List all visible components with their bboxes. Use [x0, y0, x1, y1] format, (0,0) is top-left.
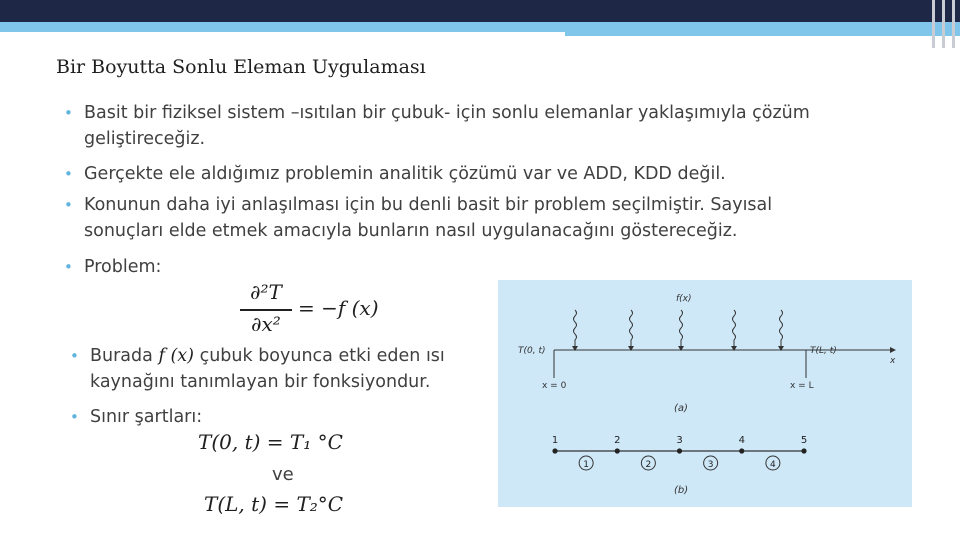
bullet-item: • Problem:: [84, 254, 161, 280]
element-label: 1: [583, 460, 589, 470]
node-label: 4: [738, 435, 745, 446]
equation-rhs: = −f (x): [298, 296, 379, 320]
fx-label: f(x): [676, 294, 692, 304]
right-boundary-label: T(L, t): [810, 346, 837, 356]
header-stripe: [565, 38, 775, 42]
corner-decoration: [928, 0, 960, 48]
slide-title: Bir Boyutta Sonlu Eleman Uygulaması: [56, 56, 426, 78]
mesh-node: [615, 448, 620, 453]
element-label: 4: [770, 460, 776, 470]
heat-arrows: [574, 310, 783, 348]
bullet-item: • Basit bir fiziksel sistem –ısıtılan bir çubuk- için sonlu elemanlar yaklaşımıyla çözüm geliştireceğiz.: [84, 100, 894, 152]
heat-arrow: [733, 310, 736, 348]
header-stripe: [0, 32, 565, 38]
fraction-bar: [240, 309, 292, 311]
boundary-condition-1: T(0, t) = T₁ °C: [198, 430, 343, 454]
heat-arrow: [574, 310, 577, 348]
node-label: 3: [676, 435, 683, 446]
mesh-node: [801, 448, 806, 453]
caption-b: (b): [674, 485, 689, 496]
header-stripe: [775, 40, 890, 43]
heat-arrow: [630, 310, 633, 348]
inline-math: f (x): [158, 346, 195, 366]
x-axis-label: x: [890, 356, 896, 366]
node-label: 2: [614, 435, 621, 446]
equation-numerator: ∂²T: [250, 280, 282, 304]
mesh-node: [677, 448, 682, 453]
bullet-item: • Gerçekte ele aldığımız problemin analitik çözümü var ve ADD, KDD değil.: [84, 161, 726, 187]
bullet-item: • Sınır şartları:: [90, 404, 202, 430]
boundary-condition-2: T(L, t) = T₂°C: [204, 492, 344, 516]
rod-diagram: [498, 280, 912, 507]
node-label: 5: [800, 435, 808, 446]
rod-figure: [498, 280, 912, 507]
mesh-node: [739, 448, 744, 453]
x0-label: x = 0: [542, 381, 567, 391]
heat-arrow: [680, 310, 683, 348]
bullet-item: • Konunun daha iyi anlaşılması için bu denli basit bir problem seçilmiştir. Sayısal sonuçları elde etmek amacıyla bunların nasıl uygulanacağını göstereceğiz.: [84, 192, 894, 244]
heat-arrow: [780, 310, 783, 348]
mesh-node: [552, 448, 557, 453]
left-boundary-label: T(0, t): [518, 346, 546, 356]
bullet-item: • Burada f (x) çubuk boyunca etki eden ısı kaynağını tanımlayan bir fonksiyondur.: [90, 343, 490, 395]
x-axis-arrow: [890, 347, 896, 353]
element-label: 3: [707, 460, 714, 470]
connector-text: ve: [272, 464, 294, 485]
caption-a: (a): [674, 403, 688, 414]
element-label: 2: [645, 460, 652, 470]
node-label: 1: [551, 435, 559, 446]
xL-label: x = L: [790, 381, 814, 391]
header-bar-dark: [0, 0, 960, 22]
equation-denominator: ∂x²: [251, 312, 281, 336]
